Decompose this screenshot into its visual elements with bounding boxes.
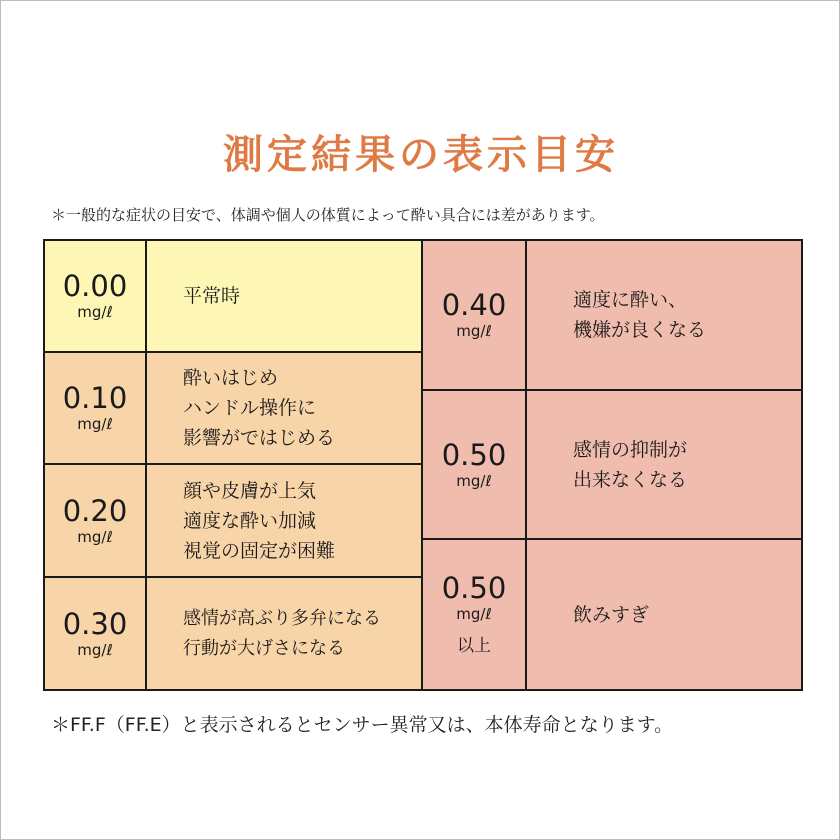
value-number: 0.10	[62, 381, 128, 415]
description-line: 視覚の固定が困難	[183, 539, 336, 562]
description-cell-010	[147, 353, 423, 465]
description-cell-050-plus	[527, 540, 801, 689]
description-line: 感情が高ぶり多弁になる	[183, 607, 381, 629]
value-unit: mg/ℓ	[456, 604, 492, 623]
value-number: 0.40	[441, 288, 507, 322]
value-cell-010	[45, 353, 147, 465]
description-line: 機嫌が良くなる	[573, 319, 707, 341]
value-cell-030	[45, 578, 147, 689]
result-table	[43, 239, 803, 691]
description-cell-030	[147, 578, 423, 689]
value-cell-040	[423, 241, 527, 391]
value-unit: mg/ℓ	[77, 640, 113, 659]
description-line: 影響がではじめる	[183, 427, 336, 449]
description-line: 適度な酔い加減	[183, 509, 317, 532]
top-note: ＊一般的な症状の目安で、体調や個人の体質によって酔い具合には差があります。	[51, 206, 605, 224]
value-unit: mg/ℓ	[456, 471, 492, 490]
description-line: 飲みすぎ	[573, 603, 650, 626]
value-unit: mg/ℓ	[77, 415, 113, 433]
description-cell-020	[147, 465, 423, 578]
description-cell-000	[147, 241, 423, 353]
value-number: 0.50	[441, 570, 507, 605]
description-line: 酔いはじめ	[183, 367, 279, 389]
description-line: 行動が大げさになる	[183, 637, 345, 659]
value-unit: mg/ℓ	[77, 527, 113, 546]
value-number: 0.50	[441, 437, 507, 472]
description-line: 平常時	[183, 285, 241, 307]
value-unit: mg/ℓ	[456, 322, 492, 340]
description-cell-050	[527, 391, 801, 540]
value-cell-050	[423, 391, 527, 540]
value-cell-000	[45, 241, 147, 353]
description-cell-040	[527, 241, 801, 391]
page-title: 測定結果の表示目安	[223, 132, 619, 178]
description-line: 顔や皮膚が上気	[183, 479, 317, 502]
description-line: 感情の抑制が	[573, 438, 688, 461]
bottom-note: ＊FF.F（FF.E）と表示されるとセンサー異常又は、本体寿命となります。	[51, 714, 674, 736]
value-number: 0.30	[62, 606, 128, 641]
description-line: 出来なくなる	[573, 468, 688, 491]
value-cell-020	[45, 465, 147, 578]
value-number: 0.20	[62, 493, 128, 528]
value-qualifier: 以上	[457, 635, 491, 656]
value-number: 0.00	[62, 269, 128, 303]
value-unit: mg/ℓ	[77, 303, 113, 321]
description-line: ハンドル操作に	[183, 397, 317, 419]
value-cell-050-plus	[423, 540, 527, 689]
description-line: 適度に酔い、	[573, 289, 688, 311]
